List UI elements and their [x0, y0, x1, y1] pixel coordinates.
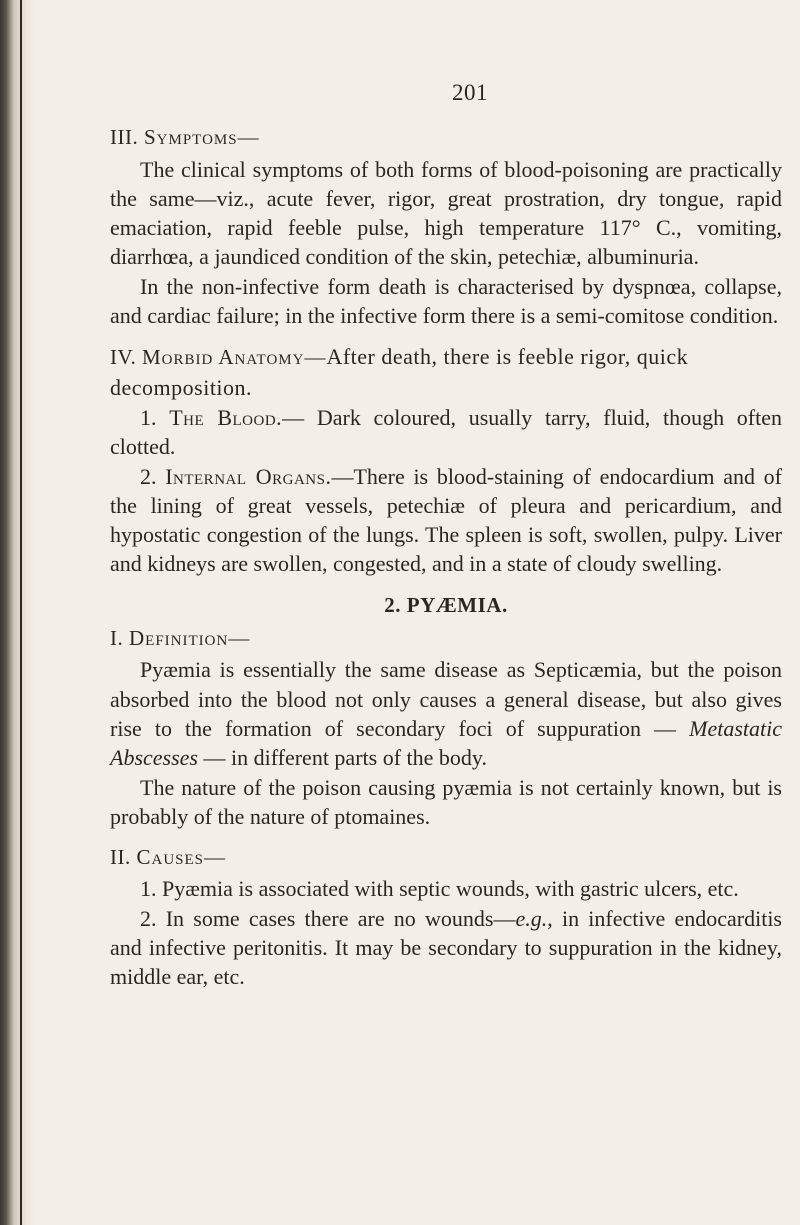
heading-lead-text: After death, there is feeble rigor, quick decomposition. — [110, 344, 689, 400]
paragraph — [110, 462, 782, 579]
section-definition — [110, 624, 782, 831]
heading-text: Causes— — [136, 845, 227, 870]
heading-numeral: I. — [110, 626, 124, 651]
heading-numeral: II. — [110, 845, 131, 870]
item-number: 1. — [140, 404, 157, 430]
text-run: , in infective endocarditis and infective peritonitis. It may be secondary to suppuration in the kidney, middle ear, etc. — [110, 905, 782, 990]
paragraph: 1. Pyæmia is associated with septic wounds, with gastric ulcers, etc. — [140, 876, 739, 902]
heading-text: Symptoms— — [143, 125, 260, 150]
paragraph: In the non-infective form death is characterised by dyspnœa, collapse, and cardiac failure; in the infective form there is a semi-comitose condition. — [110, 273, 782, 329]
heading-symptoms — [110, 123, 782, 152]
heading-numeral: III. — [110, 125, 139, 150]
heading-morbid-anatomy — [110, 342, 782, 403]
item-heading: Internal Organs. — [165, 463, 332, 489]
text-run: 2. In some cases there are no wounds— — [140, 905, 516, 931]
section-subtitle: 2. PYÆMIA. — [384, 592, 508, 617]
item-text: — Dark coloured, usually tarry, fluid, though often clotted. — [110, 404, 782, 460]
italic-term: Metastatic Abscesses — [110, 715, 783, 771]
section-causes — [110, 843, 782, 991]
item-heading: The Blood. — [169, 404, 283, 430]
paragraph — [110, 655, 782, 772]
item-number: 2. — [140, 463, 157, 489]
page-number: 201 — [452, 80, 488, 105]
item-text: —There is blood-staining of endocardium and of the lining of great vessels, petechiæ of pleura and pericardium, and hypostatic congestion of the lungs. The spleen is soft, swollen, pulpy. Liver and kidneys are swollen, congested, and in a state of cloudy swelling. — [110, 463, 782, 577]
page-binding-edge — [20, 0, 22, 1225]
heading-text: Morbid Anatomy— — [141, 345, 327, 370]
heading-numeral: IV. — [110, 345, 137, 370]
section-symptoms — [110, 123, 782, 330]
paragraph: The nature of the poison causing pyæmia is not certainly known, but is probably of the nature of ptomaines. — [110, 774, 782, 829]
page-binding-shadow — [0, 0, 36, 1225]
text-run: — in different parts of the body. — [203, 745, 487, 771]
paragraph — [110, 904, 782, 992]
heading-definition — [110, 624, 782, 653]
heading-text: Definition— — [129, 626, 251, 651]
italic-term: e.g. — [515, 905, 548, 931]
heading-causes — [110, 843, 782, 872]
paragraph — [110, 403, 782, 462]
text-run: Pyæmia is essentially the same disease as Septicæmia, but the poison absorbed into the blood not only causes a general disease, but also gives rise to the formation of secondary foci of suppuration — — [110, 657, 782, 741]
section-morbid-anatomy — [110, 342, 782, 578]
book-page — [110, 78, 782, 992]
paragraph: The clinical symptoms of both forms of blood-poisoning are practically the same—viz., acute fever, rigor, great prostration, dry tongue, rapid emaciation, rapid feeble pulse, high temperature 117° C., vomiting, diarrhœa, a jaundiced condition of the skin, petechiæ, albuminuria. — [110, 156, 782, 270]
